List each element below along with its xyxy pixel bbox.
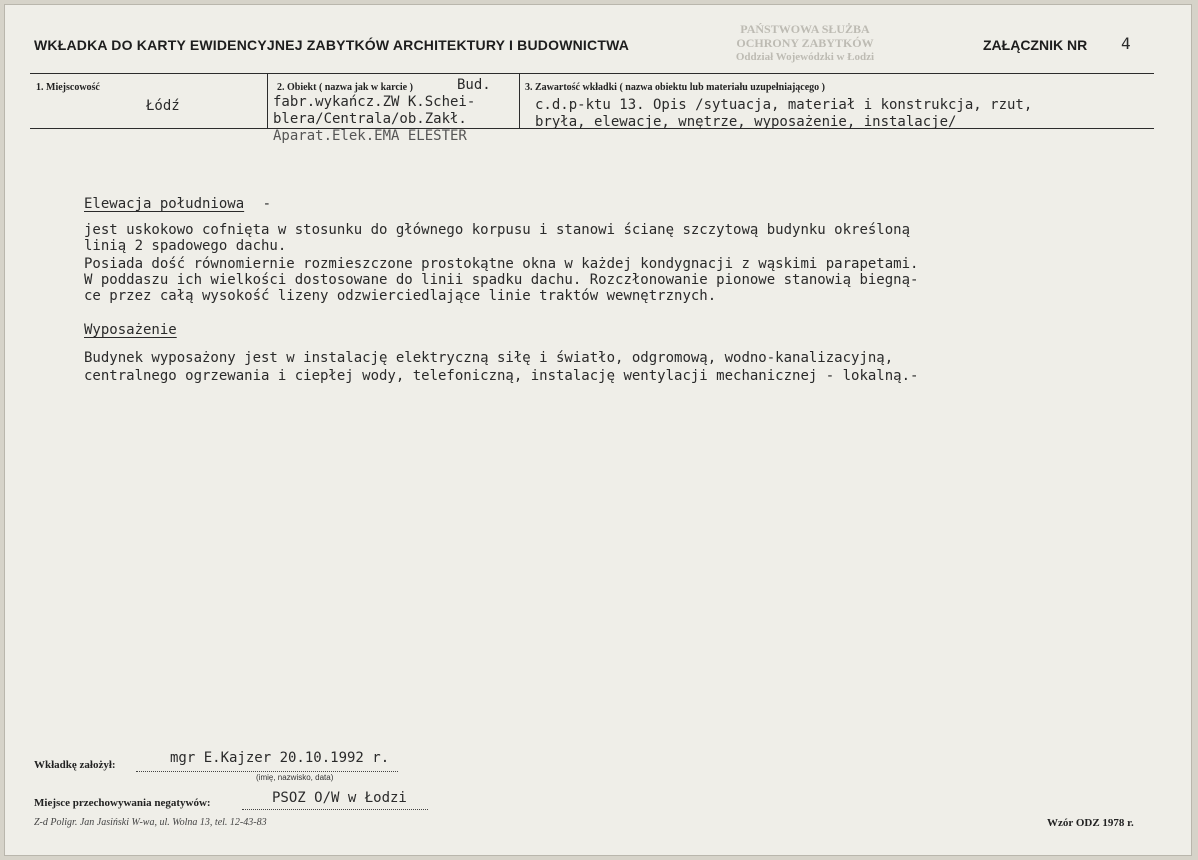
author-dotted-line — [136, 771, 398, 772]
institution-stamp — [700, 22, 910, 64]
author-value: mgr E.Kajzer 20.10.1992 r. — [170, 750, 390, 766]
section1-line-5: ce przez całą wysokość lizeny odzwierciedlające linie traktów wewnętrznych. — [84, 288, 717, 304]
section1-dash: - — [262, 196, 272, 212]
stamp-line-2: OCHRONY ZABYTKÓW — [736, 36, 874, 50]
object-value-line-1: Bud. — [457, 77, 491, 93]
field-divider-1 — [267, 73, 268, 129]
section2-line-1: Budynek wyposażony jest w instalację elektryczną siłę i światło, odgromową, wodno-kanalizacyjną, — [84, 350, 894, 366]
stamp-line-1: PAŃSTWOWA SŁUŻBA — [740, 22, 870, 36]
section1-line-3: Posiada dość równomiernie rozmieszczone prostokątne okna w każdej kondygnacji z wąskimi parapetami. — [84, 256, 919, 272]
section2-title: Wyposażenie — [84, 322, 177, 338]
section1-line-4: W poddaszu ich wielkości dostosowane do linii spadku dachu. Rozczłonowanie pionowe stanowią biegną- — [84, 272, 919, 288]
place-value: Łódź — [146, 98, 180, 114]
section-heading-south-elevation — [84, 196, 271, 212]
printer-imprint: Z-d Poligr. Jan Jasiński W-wa, ul. Wolna 13, tel. 12-43-83 — [34, 817, 267, 828]
section1-line-2: linią 2 spadowego dachu. — [84, 238, 287, 254]
author-hint: (imię, nazwisko, data) — [256, 773, 334, 782]
place-label: 1. Miejscowość — [36, 82, 100, 93]
stamp-line-3: Oddział Wojewódzki w Łodzi — [735, 51, 875, 63]
card-title: WKŁADKA DO KARTY EWIDENCYJNEJ ZABYTKÓW ARCHITEKTURY I BUDOWNICTWA — [34, 37, 630, 53]
section2-line-2: centralnego ogrzewania i ciepłej wody, telefoniczną, instalację wentylacji mechanicznej - lokalną.- — [84, 368, 919, 384]
object-value-line-2: fabr.wykańcz.ZW K.Schei- — [273, 94, 476, 110]
section1-line-1: jest uskokowo cofnięta w stosunku do głównego korpusu i stanowi ścianę szczytową budynku określoną — [84, 222, 911, 238]
author-label: Wkładkę założył: — [34, 759, 116, 771]
section1-title: Elewacja południowa — [84, 196, 245, 212]
object-value-line-4: Aparat.Elek.EMA ELESTER — [273, 128, 467, 144]
annex-number: 4 — [1121, 34, 1131, 53]
annex-label: ZAŁĄCZNIK NR — [983, 37, 1088, 53]
content-value-line-1: c.d.p-ktu 13. Opis /sytuacja, materiał i konstrukcja, rzut, — [535, 97, 1033, 113]
form-id: Wzór ODZ 1978 r. — [1047, 817, 1134, 829]
content-label: 3. Zawartość wkładki ( nazwa obiektu lub materiału uzupełniającego ) — [525, 82, 826, 93]
record-card — [4, 4, 1192, 856]
content-value-line-2: bryła, elewacje, wnętrze, wyposażenie, instalacje/ — [535, 114, 957, 130]
field-divider-2 — [519, 73, 520, 129]
object-value-line-3: blera/Centrala/ob.Zakł. — [273, 111, 467, 127]
negatives-label: Miejsce przechowywania negatywów: — [34, 797, 211, 809]
field-row-top-rule — [30, 73, 1154, 74]
negatives-dotted-line — [242, 809, 428, 810]
object-label: 2. Obiekt ( nazwa jak w karcie ) — [277, 82, 413, 93]
negatives-value: PSOZ O/W w Łodzi — [272, 790, 407, 806]
